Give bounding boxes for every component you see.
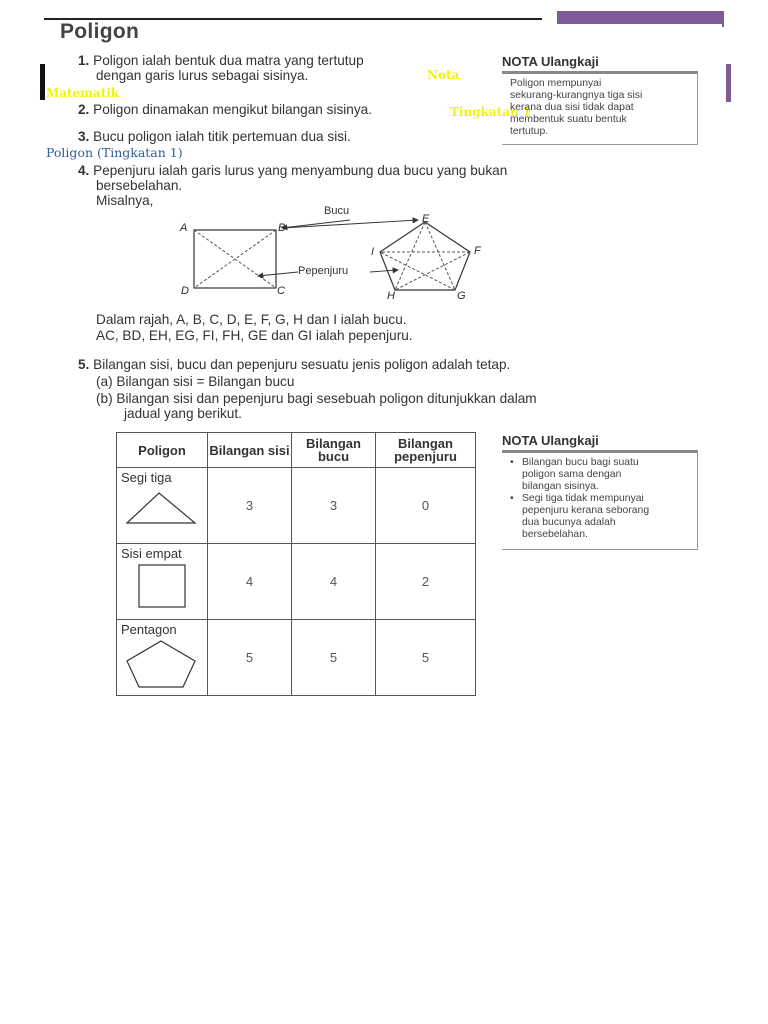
nota-body: [502, 71, 698, 145]
header-accent-tick: [722, 11, 724, 27]
bucu-cell: 3: [292, 468, 376, 544]
point-number: 5.: [78, 357, 90, 372]
nota-line: Segi tiga tidak mempunyai: [522, 493, 644, 504]
point-4-line-3: Misalnya,: [96, 193, 154, 208]
square-icon: [121, 561, 201, 611]
point-1: [78, 53, 364, 69]
side-marker-bar: [40, 64, 45, 100]
pepenjuru-cell: 0: [376, 468, 476, 544]
table-header-row: [117, 433, 476, 468]
nota-line: bilangan sisinya.: [522, 481, 599, 492]
point-number: 4.: [78, 163, 90, 178]
polygon-name: Pentagon: [121, 622, 177, 637]
pentagon-diagonals: [380, 222, 470, 290]
pepenjuru-cell: 5: [376, 620, 476, 696]
nota-line: tertutup.: [510, 126, 549, 137]
point-5b-line-2: jadual yang berikut.: [124, 406, 242, 421]
sub-text: Bilangan sisi = Bilangan bucu: [116, 374, 295, 389]
point-number: 2.: [78, 102, 90, 117]
column-header: Bilangan sisi: [208, 433, 292, 468]
point-text: Bucu poligon ialah titik pertemuan dua sisi.: [93, 129, 351, 144]
page-title: Poligon: [60, 20, 140, 43]
side-accent-bar: [726, 64, 731, 102]
pepenjuru-label: Pepenjuru: [298, 265, 349, 277]
nota-line: Bilangan bucu bagi suatu: [522, 457, 639, 468]
explanation-line-1: Dalam rajah, A, B, C, D, E, F, G, H dan I ialah bucu.: [96, 312, 407, 327]
point-1-line-2: dengan garis lurus sebagai sisinya.: [96, 68, 309, 83]
vertex-label-d: D: [181, 285, 189, 297]
vertex-label-e: E: [422, 213, 430, 225]
polygon-cell: [117, 544, 208, 620]
point-3: [78, 129, 351, 145]
vertex-label-h: H: [387, 290, 395, 302]
vertex-label-f: F: [474, 245, 481, 257]
nota-line: pepenjuru kerana seborang: [522, 505, 650, 516]
nota-heading: NOTA Ulangkaji: [502, 54, 599, 69]
vertex-label-b: B: [278, 222, 286, 234]
nota-ulangkaji-box-2: [502, 433, 698, 550]
nota-line: bersebelahan.: [522, 529, 588, 540]
point-text: Poligon dinamakan mengikut bilangan sisinya.: [93, 102, 372, 117]
table-row: [117, 468, 476, 544]
point-5: [78, 357, 510, 373]
table-row: [117, 620, 476, 696]
point-number: 3.: [78, 129, 90, 144]
column-header: Bilangan bucu: [292, 433, 376, 468]
sub-label: (b): [96, 391, 113, 406]
polygon-name: Segi tiga: [121, 470, 172, 485]
point-text: Bilangan sisi, bucu dan pepenjuru sesuatu jenis poligon adalah tetap.: [93, 357, 511, 372]
polygon-cell: [117, 468, 208, 544]
bucu-arrow-left: [282, 220, 350, 228]
pentagon-shape: [380, 222, 470, 290]
pentagon-icon: [121, 637, 201, 689]
nota-heading: NOTA Ulangkaji: [502, 433, 599, 448]
nota-line: poligon sama dengan: [522, 469, 622, 480]
vertex-label-c: C: [277, 285, 285, 297]
pepenjuru-cell: 2: [376, 544, 476, 620]
overlay-nota: Nota: [427, 68, 460, 82]
nota-line: sekurang-kurangnya tiga sisi: [510, 90, 643, 101]
vertex-label-a: A: [180, 222, 188, 234]
sub-text: Bilangan sisi dan pepenjuru bagi sesebuah poligon ditunjukkan dalam: [116, 391, 537, 406]
nota-bullet: • Bilangan bucu bagi suatu poligon sama dengan bilangan sisinya.: [510, 457, 639, 492]
nota-line: membentuk suatu bentuk: [510, 114, 627, 125]
bucu-cell: 5: [292, 620, 376, 696]
nota-line: Poligon mempunyai: [510, 78, 602, 89]
nota-line: kerana dua sisi tidak dapat: [510, 102, 634, 113]
triangle-icon: [121, 485, 201, 529]
point-text: Pepenjuru ialah garis lurus yang menyambung dua bucu yang bukan: [93, 163, 508, 178]
overlay-matematik: Matematik: [46, 86, 120, 100]
pepenjuru-arrow-left: [258, 272, 298, 276]
point-5b: [96, 391, 537, 407]
sisi-cell: 4: [208, 544, 292, 620]
sisi-cell: 3: [208, 468, 292, 544]
point-2: [78, 102, 372, 118]
sub-label: (a): [96, 374, 113, 389]
page-subtitle: Poligon (Tingkatan 1): [46, 145, 183, 160]
bucu-cell: 4: [292, 544, 376, 620]
pepenjuru-arrow-right: [370, 270, 398, 272]
nota-bullet: • Segi tiga tidak mempunyai pepenjuru kerana seborang dua bucunya adalah bersebelahan.: [510, 493, 650, 540]
nota-ulangkaji-box-1: [502, 54, 698, 145]
polygon-cell: [117, 620, 208, 696]
nota-line: dua bucunya adalah: [522, 517, 616, 528]
point-text: Poligon ialah bentuk dua matra yang tertutup: [93, 53, 364, 68]
point-5a: [96, 374, 294, 390]
column-header: Bilangan pepenjuru: [376, 433, 476, 468]
header-accent-bar: [557, 11, 724, 24]
overlay-tingkatan: Tingkatan 1: [450, 105, 532, 119]
explanation-line-2: AC, BD, EH, EG, FI, FH, GE dan GI ialah pepenjuru.: [96, 328, 413, 343]
polygon-name: Sisi empat: [121, 546, 182, 561]
point-4-line-2: bersebelahan.: [96, 178, 183, 193]
point-4: [78, 163, 507, 179]
bucu-arrow: [282, 220, 418, 228]
point-number: 1.: [78, 53, 90, 68]
column-header: Poligon: [117, 433, 208, 468]
vertex-label-i: I: [371, 246, 375, 258]
nota-body: [502, 450, 698, 550]
table-row: [117, 544, 476, 620]
sisi-cell: 5: [208, 620, 292, 696]
vertex-label-g: G: [457, 290, 466, 302]
polygon-table: [116, 432, 476, 696]
bucu-label: Bucu: [324, 205, 350, 217]
